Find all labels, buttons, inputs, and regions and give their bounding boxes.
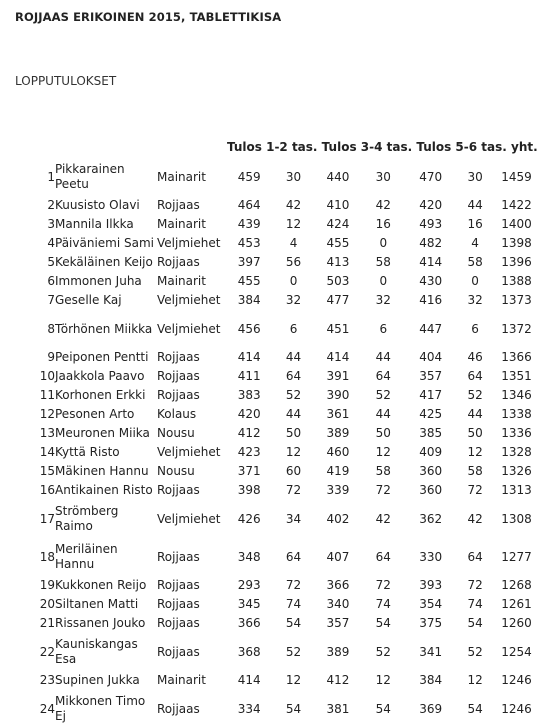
cell-tulos-5-6: 425 — [419, 407, 443, 421]
cell-club: Veljmiehet — [157, 293, 221, 307]
cell-points-1-2: 72 — [285, 483, 302, 497]
cell-tulos-3-4: 357 — [326, 616, 350, 630]
table-row — [15, 196, 538, 215]
cell-club: Veljmiehet — [157, 321, 221, 336]
cell-points-3-4: 54 — [375, 701, 391, 716]
cell-tulos-3-4: 381 — [326, 701, 350, 716]
cell-name: Mikkonen Timo Ej — [55, 694, 146, 723]
cell-points-3-4: 6 — [379, 321, 388, 336]
cell-tulos-1-2: 420 — [237, 407, 261, 421]
cell-tulos-1-2: 414 — [237, 673, 261, 687]
table-row — [15, 690, 538, 728]
cell-tulos-1-2: 368 — [237, 644, 261, 659]
cell-points-5-6: 52 — [467, 644, 483, 659]
cell-points-3-4: 12 — [375, 445, 391, 459]
cell-name: Meriläinen Hannu — [55, 542, 118, 571]
cell-tulos-5-6: 470 — [419, 169, 443, 184]
cell-total: 1246 — [501, 701, 532, 716]
cell-points-3-4: 44 — [375, 407, 391, 421]
results-table — [15, 136, 538, 728]
cell-points-1-2: 44 — [285, 407, 302, 421]
cell-tulos-5-6: 341 — [419, 644, 443, 659]
cell-position: 17 — [39, 511, 55, 526]
cell-club: Mainarit — [157, 169, 206, 184]
cell-tulos-1-2: 423 — [237, 445, 261, 459]
cell-tulos-1-2: 439 — [237, 217, 261, 231]
cell-points-3-4: 54 — [375, 616, 391, 630]
cell-club: Rojjaas — [157, 255, 200, 269]
cell-tulos-5-6: 493 — [419, 217, 443, 231]
cell-club: Veljmiehet — [157, 445, 221, 459]
cell-club: Rojjaas — [157, 549, 200, 564]
header-tulos-3-4: Tulos 3-4 tas. — [321, 139, 413, 154]
cell-tulos-5-6: 369 — [419, 701, 443, 716]
cell-total: 1313 — [501, 483, 532, 497]
cell-points-3-4: 52 — [375, 388, 391, 402]
cell-total: 1326 — [501, 464, 532, 478]
header-row — [15, 136, 538, 158]
cell-points-5-6: 64 — [467, 549, 483, 564]
header-tulos-5-6: Tulos 5-6 tas. — [416, 139, 507, 154]
cell-tulos-3-4: 366 — [326, 578, 350, 592]
cell-total: 1398 — [501, 236, 532, 250]
cell-tulos-5-6: 420 — [419, 198, 443, 212]
cell-position: 6 — [47, 274, 55, 288]
cell-tulos-3-4: 340 — [326, 597, 350, 611]
cell-points-1-2: 64 — [285, 549, 302, 564]
cell-total: 1459 — [501, 169, 532, 184]
cell-tulos-3-4: 339 — [326, 483, 350, 497]
cell-position: 11 — [39, 388, 55, 402]
cell-tulos-3-4: 361 — [326, 407, 350, 421]
cell-tulos-5-6: 430 — [419, 274, 443, 288]
cell-tulos-5-6: 360 — [419, 464, 443, 478]
cell-points-5-6: 30 — [467, 169, 483, 184]
cell-name: Immonen Juha — [55, 274, 142, 288]
column-headers — [227, 136, 538, 158]
cell-points-5-6: 52 — [467, 388, 483, 402]
cell-position: 7 — [47, 293, 55, 307]
table-row — [15, 253, 538, 272]
cell-tulos-3-4: 440 — [326, 169, 350, 184]
cell-total: 1388 — [501, 274, 532, 288]
cell-points-1-2: 56 — [285, 255, 302, 269]
cell-tulos-3-4: 477 — [326, 293, 350, 307]
table-row — [15, 500, 538, 538]
cell-tulos-3-4: 419 — [326, 464, 350, 478]
cell-total: 1351 — [501, 369, 532, 383]
cell-points-3-4: 44 — [375, 350, 391, 364]
cell-points-3-4: 42 — [375, 198, 391, 212]
table-row — [15, 367, 538, 386]
cell-points-1-2: 74 — [285, 597, 302, 611]
cell-club: Mainarit — [157, 673, 206, 687]
cell-tulos-3-4: 389 — [326, 426, 350, 440]
cell-tulos-3-4: 503 — [326, 274, 350, 288]
cell-position: 13 — [39, 426, 55, 440]
cell-points-1-2: 54 — [285, 701, 302, 716]
cell-tulos-1-2: 345 — [237, 597, 261, 611]
cell-total: 1422 — [501, 198, 532, 212]
cell-total: 1277 — [501, 549, 532, 564]
cell-points-3-4: 0 — [379, 236, 388, 250]
cell-points-1-2: 44 — [285, 350, 302, 364]
cell-points-5-6: 4 — [471, 236, 479, 250]
table-row — [15, 291, 538, 310]
cell-total: 1328 — [501, 445, 532, 459]
cell-club: Rojjaas — [157, 198, 200, 212]
cell-name: Törhönen Miikka — [55, 321, 153, 336]
cell-total: 1400 — [501, 217, 532, 231]
cell-tulos-3-4: 460 — [326, 445, 350, 459]
cell-club: Veljmiehet — [157, 236, 221, 250]
cell-points-1-2: 64 — [285, 369, 302, 383]
cell-position: 8 — [47, 321, 55, 336]
cell-name: Kuusisto Olavi — [55, 198, 140, 212]
cell-name: Mannila Ilkka — [55, 217, 134, 231]
cell-points-3-4: 12 — [375, 673, 391, 687]
cell-tulos-5-6: 414 — [419, 255, 443, 269]
cell-points-1-2: 32 — [285, 293, 302, 307]
cell-points-1-2: 4 — [289, 236, 298, 250]
table-row — [15, 424, 538, 443]
cell-points-3-4: 58 — [375, 255, 391, 269]
cell-club: Kolaus — [157, 407, 197, 421]
cell-tulos-1-2: 398 — [237, 483, 261, 497]
cell-tulos-1-2: 411 — [237, 369, 261, 383]
cell-club: Rojjaas — [157, 597, 200, 611]
cell-points-3-4: 72 — [375, 483, 391, 497]
cell-total: 1246 — [501, 673, 532, 687]
cell-name: Pikkarainen Peetu — [55, 162, 125, 191]
cell-total: 1366 — [501, 350, 532, 364]
cell-club: Rojjaas — [157, 369, 200, 383]
cell-points-5-6: 12 — [467, 673, 483, 687]
cell-points-5-6: 32 — [467, 293, 483, 307]
cell-name: Päiväniemi Sami — [55, 236, 154, 250]
table-row — [15, 538, 538, 576]
cell-tulos-3-4: 391 — [326, 369, 350, 383]
cell-tulos-3-4: 414 — [326, 350, 350, 364]
cell-position: 10 — [39, 369, 55, 383]
cell-name: Peiponen Pentti — [55, 350, 149, 364]
cell-position: 14 — [39, 445, 55, 459]
cell-tulos-1-2: 366 — [237, 616, 261, 630]
cell-points-1-2: 54 — [285, 616, 302, 630]
cell-points-1-2: 42 — [285, 198, 302, 212]
cell-tulos-5-6: 354 — [419, 597, 443, 611]
cell-name: Kekäläinen Keijo — [55, 255, 153, 269]
cell-points-1-2: 6 — [289, 321, 298, 336]
cell-position: 5 — [47, 255, 55, 269]
cell-points-5-6: 58 — [467, 255, 483, 269]
table-row — [15, 462, 538, 481]
table-row — [15, 576, 538, 595]
cell-position: 2 — [47, 198, 55, 212]
cell-points-1-2: 72 — [285, 578, 302, 592]
cell-name: Supinen Jukka — [55, 673, 140, 687]
cell-points-1-2: 12 — [285, 673, 302, 687]
cell-points-5-6: 12 — [467, 445, 483, 459]
cell-points-5-6: 72 — [467, 578, 483, 592]
cell-club: Nousu — [157, 464, 195, 478]
cell-tulos-3-4: 451 — [326, 321, 350, 336]
cell-points-3-4: 52 — [375, 644, 391, 659]
table-row — [15, 633, 538, 671]
table-row — [15, 272, 538, 291]
cell-total: 1268 — [501, 578, 532, 592]
cell-club: Veljmiehet — [157, 511, 221, 526]
cell-name: Mäkinen Hannu — [55, 464, 149, 478]
table-row — [15, 595, 538, 614]
cell-points-1-2: 0 — [289, 274, 298, 288]
cell-tulos-3-4: 402 — [326, 511, 350, 526]
cell-points-5-6: 46 — [467, 350, 483, 364]
cell-tulos-5-6: 409 — [419, 445, 443, 459]
cell-points-3-4: 64 — [375, 369, 391, 383]
cell-name: Siltanen Matti — [55, 597, 139, 611]
cell-tulos-3-4: 412 — [326, 673, 350, 687]
cell-tulos-3-4: 389 — [326, 644, 350, 659]
cell-tulos-1-2: 455 — [237, 274, 261, 288]
cell-points-3-4: 32 — [375, 293, 391, 307]
cell-points-5-6: 44 — [467, 407, 483, 421]
cell-points-1-2: 60 — [285, 464, 302, 478]
cell-tulos-1-2: 397 — [237, 255, 261, 269]
cell-club: Rojjaas — [157, 578, 200, 592]
cell-tulos-1-2: 348 — [237, 549, 261, 564]
cell-points-3-4: 0 — [379, 274, 388, 288]
table-row — [15, 405, 538, 424]
cell-total: 1338 — [501, 407, 532, 421]
cell-tulos-1-2: 456 — [237, 321, 261, 336]
cell-points-3-4: 74 — [375, 597, 391, 611]
cell-tulos-5-6: 362 — [419, 511, 443, 526]
cell-position: 9 — [47, 350, 55, 364]
cell-tulos-5-6: 330 — [419, 549, 443, 564]
cell-position: 21 — [39, 616, 55, 630]
cell-total: 1254 — [501, 644, 532, 659]
cell-points-3-4: 72 — [375, 578, 391, 592]
cell-points-5-6: 54 — [467, 701, 483, 716]
cell-club: Rojjaas — [157, 388, 200, 402]
cell-club: Rojjaas — [157, 350, 200, 364]
cell-name: Pesonen Arto — [55, 407, 135, 421]
cell-tulos-1-2: 459 — [237, 169, 261, 184]
table-row — [15, 386, 538, 405]
cell-points-3-4: 30 — [375, 169, 391, 184]
cell-position: 12 — [39, 407, 55, 421]
cell-name: Strömberg Raimo — [55, 504, 119, 533]
cell-points-5-6: 54 — [467, 616, 483, 630]
cell-position: 20 — [39, 597, 55, 611]
cell-club: Rojjaas — [157, 616, 200, 630]
table-row — [15, 481, 538, 500]
cell-tulos-1-2: 334 — [237, 701, 261, 716]
cell-points-5-6: 16 — [467, 217, 483, 231]
cell-total: 1336 — [501, 426, 532, 440]
cell-club: Rojjaas — [157, 701, 200, 716]
cell-total: 1260 — [501, 616, 532, 630]
cell-tulos-5-6: 393 — [419, 578, 443, 592]
cell-points-1-2: 52 — [285, 388, 302, 402]
cell-points-3-4: 16 — [375, 217, 391, 231]
table-row — [15, 158, 538, 196]
cell-points-5-6: 58 — [467, 464, 483, 478]
cell-points-1-2: 12 — [285, 445, 302, 459]
cell-tulos-5-6: 357 — [419, 369, 443, 383]
table-row — [15, 614, 538, 633]
cell-points-3-4: 42 — [375, 511, 391, 526]
cell-tulos-5-6: 417 — [419, 388, 443, 402]
cell-club: Mainarit — [157, 217, 206, 231]
results-body — [15, 158, 538, 728]
cell-name: Kyttä Risto — [55, 445, 120, 459]
cell-points-5-6: 64 — [467, 369, 483, 383]
cell-points-1-2: 50 — [285, 426, 302, 440]
cell-tulos-1-2: 293 — [237, 578, 261, 592]
cell-tulos-5-6: 384 — [419, 673, 443, 687]
cell-tulos-5-6: 385 — [419, 426, 443, 440]
table-row — [15, 215, 538, 234]
cell-points-5-6: 42 — [467, 511, 483, 526]
cell-name: Korhonen Erkki — [55, 388, 146, 402]
cell-position: 15 — [39, 464, 55, 478]
cell-total: 1373 — [501, 293, 532, 307]
cell-tulos-3-4: 390 — [326, 388, 350, 402]
cell-points-5-6: 44 — [467, 198, 483, 212]
cell-tulos-1-2: 412 — [237, 426, 261, 440]
cell-tulos-1-2: 464 — [237, 198, 261, 212]
cell-name: Jaakkola Paavo — [55, 369, 145, 383]
cell-tulos-3-4: 407 — [326, 549, 350, 564]
table-row — [15, 234, 538, 253]
cell-name: Antikainen Risto — [55, 483, 153, 497]
cell-tulos-1-2: 384 — [237, 293, 261, 307]
cell-total: 1346 — [501, 388, 532, 402]
cell-position: 3 — [47, 217, 55, 231]
cell-tulos-3-4: 424 — [326, 217, 350, 231]
cell-club: Rojjaas — [157, 644, 200, 659]
section-title: LOPPUTULOKSET — [15, 74, 117, 88]
cell-tulos-3-4: 413 — [326, 255, 350, 269]
cell-points-5-6: 74 — [467, 597, 483, 611]
cell-tulos-1-2: 426 — [237, 511, 261, 526]
cell-points-3-4: 50 — [375, 426, 391, 440]
cell-points-3-4: 64 — [375, 549, 391, 564]
cell-tulos-5-6: 416 — [419, 293, 443, 307]
cell-points-1-2: 52 — [285, 644, 302, 659]
cell-points-1-2: 34 — [285, 511, 302, 526]
cell-tulos-1-2: 414 — [237, 350, 261, 364]
cell-total: 1372 — [501, 321, 532, 336]
cell-points-5-6: 0 — [471, 274, 479, 288]
cell-tulos-5-6: 447 — [419, 321, 443, 336]
header-tulos-1-2: Tulos 1-2 tas. — [227, 139, 318, 154]
cell-name: Geselle Kaj — [55, 293, 122, 307]
cell-position: 18 — [39, 549, 55, 564]
table-row — [15, 671, 538, 690]
cell-points-3-4: 58 — [375, 464, 391, 478]
cell-tulos-3-4: 410 — [326, 198, 350, 212]
cell-club: Nousu — [157, 426, 195, 440]
cell-tulos-5-6: 375 — [419, 616, 443, 630]
cell-tulos-5-6: 404 — [419, 350, 443, 364]
page-title: ROJJAAS ERIKOINEN 2015, TABLETTIKISA — [15, 10, 282, 24]
cell-total: 1308 — [501, 511, 532, 526]
cell-tulos-3-4: 455 — [326, 236, 350, 250]
table-row — [15, 310, 538, 348]
cell-points-5-6: 72 — [467, 483, 483, 497]
cell-position: 24 — [39, 701, 55, 716]
cell-total: 1396 — [501, 255, 532, 269]
cell-tulos-5-6: 360 — [419, 483, 443, 497]
cell-position: 16 — [39, 483, 55, 497]
cell-total: 1261 — [501, 597, 532, 611]
cell-club: Rojjaas — [157, 483, 200, 497]
cell-name: Rissanen Jouko — [55, 616, 146, 630]
cell-position: 19 — [39, 578, 55, 592]
cell-club: Mainarit — [157, 274, 206, 288]
cell-position: 4 — [47, 236, 55, 250]
cell-points-1-2: 30 — [285, 169, 302, 184]
cell-name: Meuronen Miika — [55, 426, 150, 440]
cell-position: 22 — [39, 644, 55, 659]
cell-position: 1 — [47, 169, 55, 184]
cell-tulos-1-2: 453 — [237, 236, 261, 250]
cell-tulos-1-2: 383 — [237, 388, 261, 402]
cell-tulos-5-6: 482 — [419, 236, 443, 250]
cell-points-1-2: 12 — [285, 217, 302, 231]
header-yht: yht. — [511, 139, 538, 154]
cell-points-5-6: 50 — [467, 426, 483, 440]
cell-tulos-1-2: 371 — [237, 464, 261, 478]
cell-position: 23 — [39, 673, 55, 687]
cell-name: Kauniskangas Esa — [55, 637, 138, 666]
table-row — [15, 443, 538, 462]
cell-name: Kukkonen Reijo — [55, 578, 147, 592]
cell-points-5-6: 6 — [471, 321, 479, 336]
table-row — [15, 348, 538, 367]
